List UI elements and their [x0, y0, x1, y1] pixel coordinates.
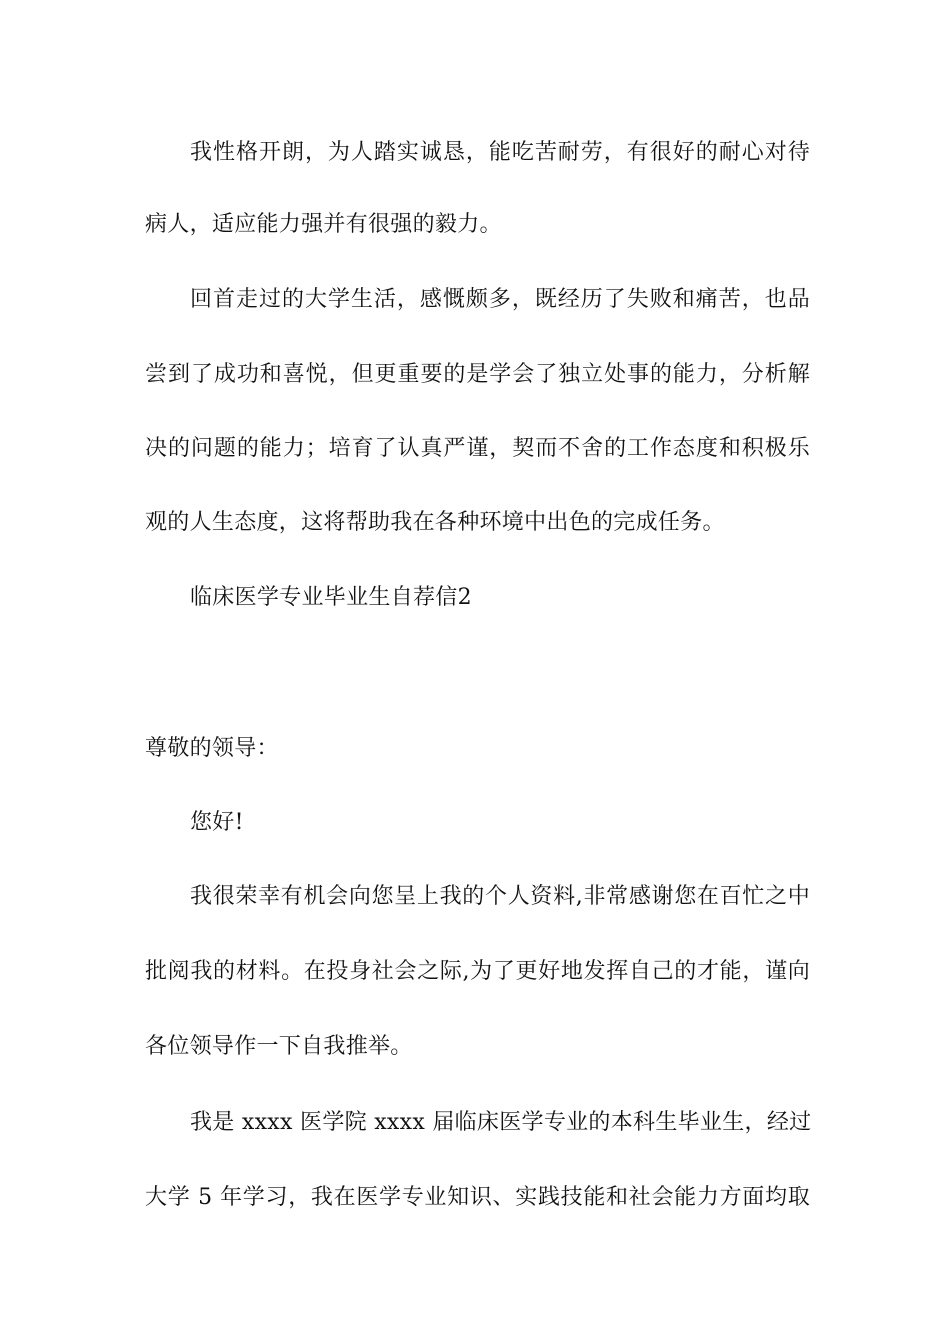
paragraph-2-line-1: 回首走过的大学生活，感慨颇多，既经历了失败和痛苦，也品 — [190, 287, 810, 312]
letter-paragraph-2-line-2: 大学 5 年学习，我在医学专业知识、实践技能和社会能力方面均取 — [145, 1185, 810, 1210]
letter-paragraph-1-line-3: 各位领导作一下自我推举。 — [145, 1034, 413, 1059]
greeting: 您好! — [190, 810, 244, 835]
paragraph-2-line-3: 决的问题的能力；培育了认真严谨，契而不舍的工作态度和积极乐 — [145, 436, 810, 461]
paragraph-2-line-2: 尝到了成功和喜悦，但更重要的是学会了独立处事的能力，分析解 — [145, 362, 810, 387]
paragraph-1-line-2: 病人，适应能力强并有很强的毅力。 — [145, 212, 502, 237]
paragraph-1-line-1: 我性格开朗，为人踏实诚恳，能吃苦耐劳，有很好的耐心对待 — [190, 140, 810, 165]
letter-paragraph-1-line-1: 我很荣幸有机会向您呈上我的个人资料,非常感谢您在百忙之中 — [190, 884, 810, 909]
paragraph-2-line-4: 观的人生态度，这将帮助我在各种环境中出色的完成任务。 — [145, 510, 725, 535]
letter-paragraph-1-line-2: 批阅我的材料。在投身社会之际,为了更好地发挥自己的才能，谨向 — [145, 959, 810, 984]
letter-paragraph-2-line-1: 我是 xxxx 医学院 xxxx 届临床医学专业的本科生毕业生，经过 — [190, 1110, 812, 1135]
section-title: 临床医学专业毕业生自荐信2 — [190, 585, 472, 610]
salutation: 尊敬的领导： — [145, 736, 279, 761]
